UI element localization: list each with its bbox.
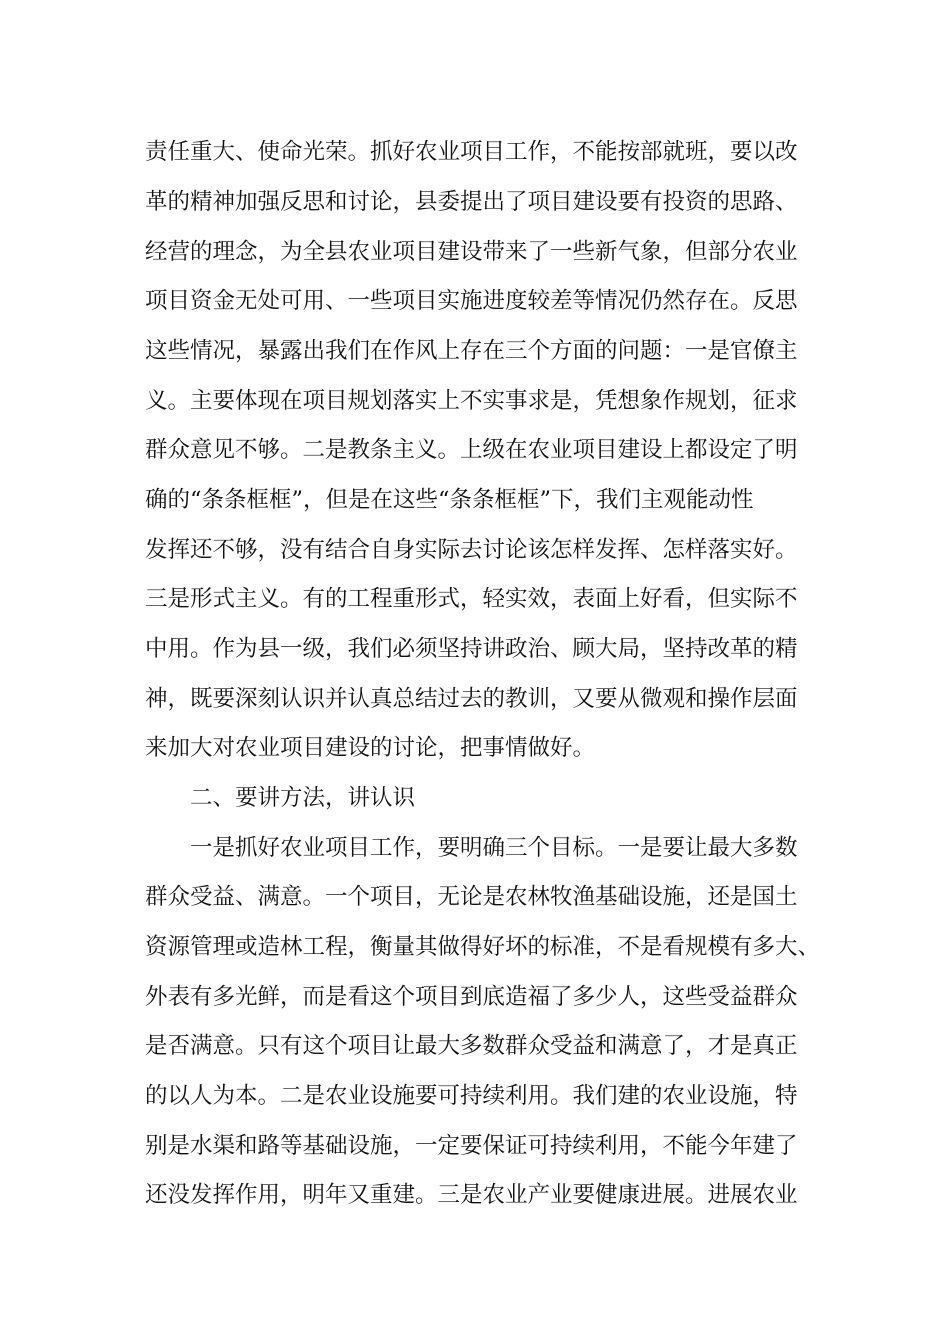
text-line: 确的“条条框框”，但是在这些“条条框框”下，我们主观能动性	[145, 487, 754, 513]
text-line: 这些情况，暴露出我们在作风上存在三个方面的问题：一是官僚主	[145, 338, 798, 364]
text-line: 革的精神加强反思和讨论，县委提出了项目建设要有投资的思路、	[145, 189, 798, 215]
text-line: 的以人为本。二是农业设施要可持续利用。我们建的农业设施，特	[145, 1083, 798, 1109]
text-line: 是否满意。只有这个项目让最大多数群众受益和满意了，才是真正	[145, 1033, 798, 1059]
text-line: 项目资金无处可用、一些项目实施进度较差等情况仍然存在。反思	[145, 288, 798, 314]
text-line: 中用。作为县一级，我们必须坚持讲政治、顾大局，坚持改革的精	[145, 636, 798, 662]
text-line: 还没发挥作用，明年又重建。三是农业产业要健康进展。进展农业	[145, 1182, 798, 1208]
text-line: 群众受益、满意。一个项目，无论是农林牧渔基础设施，还是国土	[145, 884, 798, 910]
text-line: 群众意见不够。二是教条主义。上级在农业项目建设上都设定了明	[145, 437, 798, 463]
text-line: 发挥还不够，没有结合自身实际去讨论该怎样发挥、怎样落实好。	[145, 537, 798, 563]
text-line: 一是抓好农业项目工作，要明确三个目标。一是要让最大多数	[190, 835, 798, 861]
text-line: 来加大对农业项目建设的讨论，把事情做好。	[145, 735, 596, 761]
text-line: 责任重大、使命光荣。抓好农业项目工作，不能按部就班，要以改	[145, 139, 798, 165]
text-line: 经营的理念，为全县农业项目建设带来了一些新气象，但部分农业	[145, 239, 798, 265]
text-line: 外表有多光鲜，而是看这个项目到底造福了多少人，这些受益群众	[145, 984, 798, 1010]
text-line: 义。主要体现在项目规划落实上不实事求是，凭想象作规划，征求	[145, 388, 798, 414]
section-heading: 二、要讲方法，讲认识	[190, 785, 416, 811]
text-line: 别是水渠和路等基础设施，一定要保证可持续利用，不能今年建了	[145, 1133, 798, 1159]
text-line: 资源管理或造林工程，衡量其做得好坏的标准，不是看规模有多大、	[145, 934, 821, 960]
text-line: 神，既要深刻认识并认真总结过去的教训，又要从微观和操作层面	[145, 686, 798, 712]
text-line: 三是形式主义。有的工程重形式，轻实效，表面上好看，但实际不	[145, 586, 798, 612]
